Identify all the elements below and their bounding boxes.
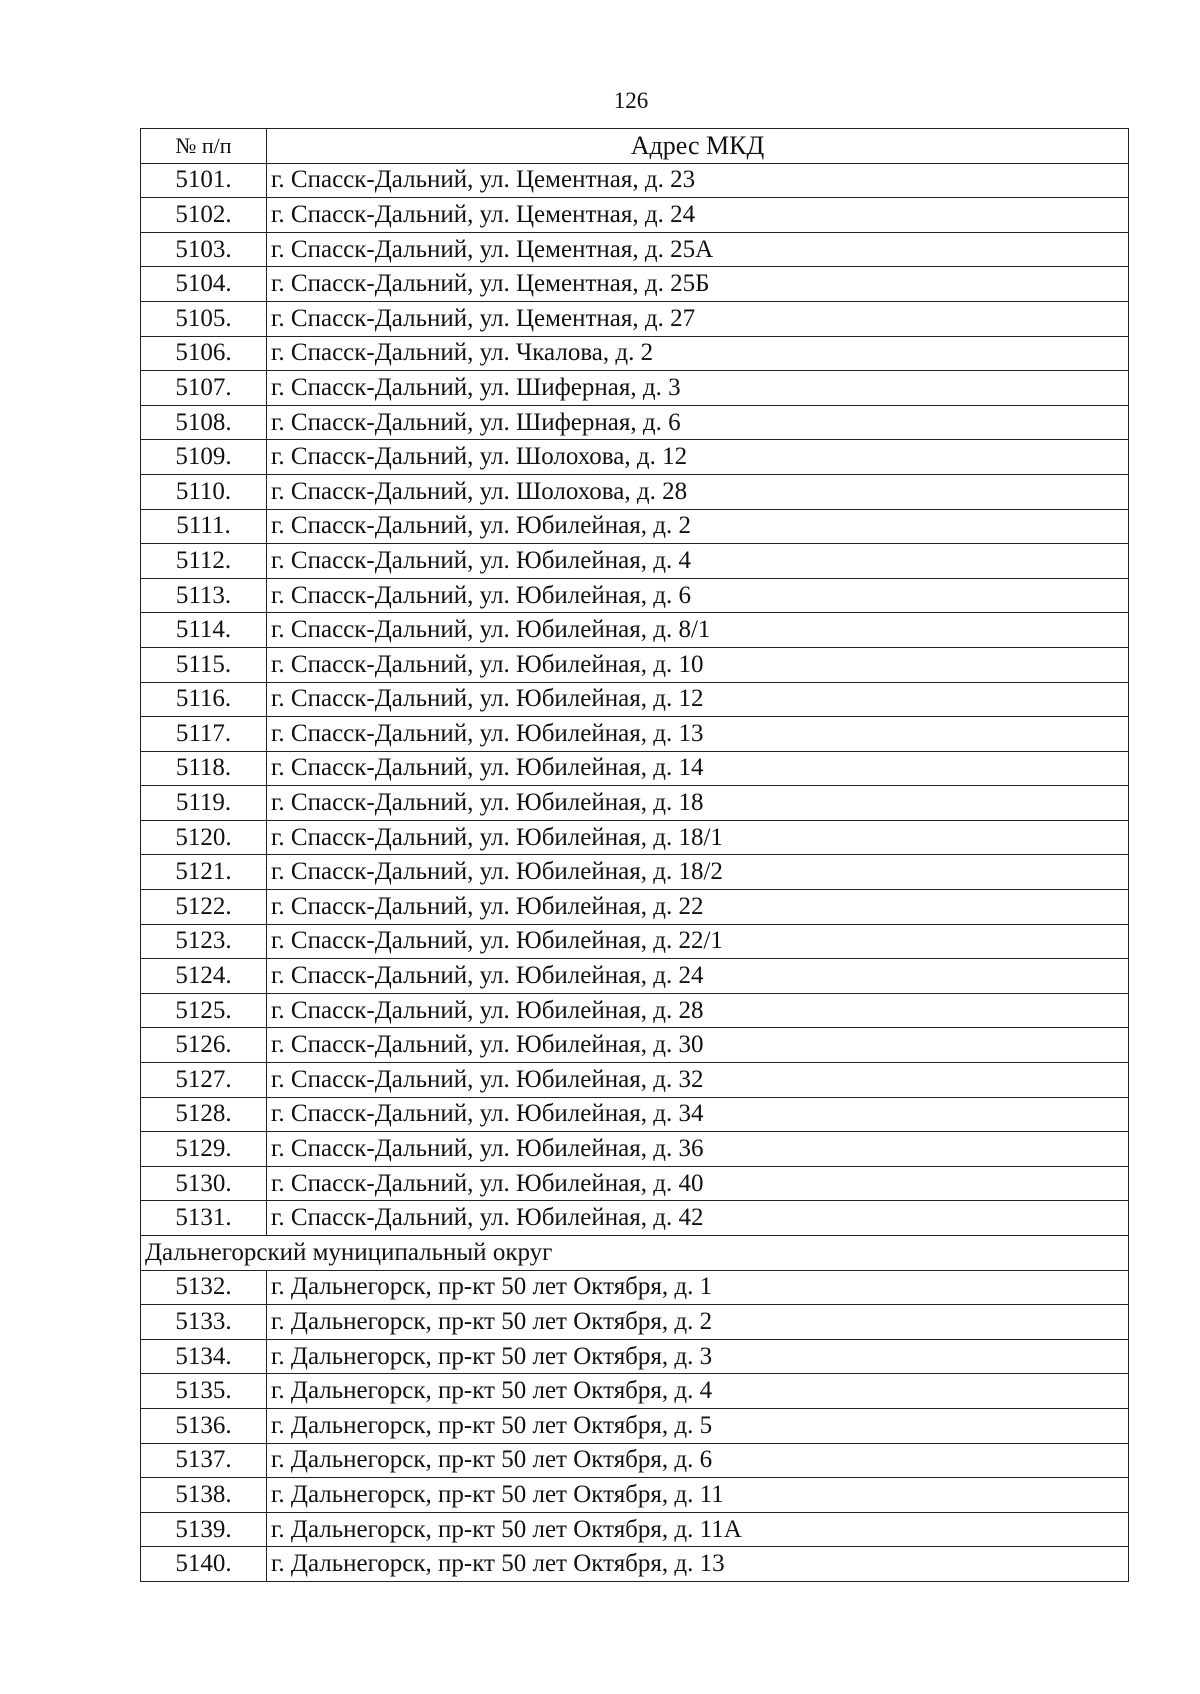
row-number: 5114. — [141, 613, 267, 648]
row-number: 5115. — [141, 647, 267, 682]
row-number: 5107. — [141, 371, 267, 406]
row-address: г. Спасск-Дальний, ул. Юбилейная, д. 34 — [267, 1097, 1129, 1132]
row-address: г. Дальнегорск, пр-кт 50 лет Октября, д. 11 — [267, 1478, 1129, 1513]
table-row — [141, 647, 1129, 682]
row-number: 5132. — [141, 1270, 267, 1305]
row-number: 5137. — [141, 1443, 267, 1478]
table-row — [141, 301, 1129, 336]
row-number: 5122. — [141, 890, 267, 925]
table-row — [141, 786, 1129, 821]
table-row — [141, 440, 1129, 475]
row-number: 5128. — [141, 1097, 267, 1132]
row-number: 5117. — [141, 717, 267, 752]
row-number: 5113. — [141, 578, 267, 613]
row-address: г. Спасск-Дальний, ул. Юбилейная, д. 32 — [267, 1063, 1129, 1098]
table-row — [141, 959, 1129, 994]
row-address: г. Спасск-Дальний, ул. Чкалова, д. 2 — [267, 336, 1129, 371]
row-address: г. Спасск-Дальний, ул. Шолохова, д. 12 — [267, 440, 1129, 475]
row-address: г. Спасск-Дальний, ул. Цементная, д. 23 — [267, 163, 1129, 198]
row-address: г. Спасск-Дальний, ул. Цементная, д. 24 — [267, 198, 1129, 233]
table-row — [141, 1408, 1129, 1443]
row-number: 5118. — [141, 751, 267, 786]
table-row — [141, 509, 1129, 544]
row-number: 5111. — [141, 509, 267, 544]
table-row — [141, 717, 1129, 752]
table-row — [141, 198, 1129, 233]
row-number: 5127. — [141, 1063, 267, 1098]
table-row — [141, 1201, 1129, 1236]
table-row — [141, 1478, 1129, 1513]
table-row — [141, 751, 1129, 786]
row-number: 5109. — [141, 440, 267, 475]
table-row — [141, 1063, 1129, 1098]
table-row — [141, 855, 1129, 890]
address-table — [140, 128, 1129, 1582]
row-number: 5135. — [141, 1374, 267, 1409]
table-row — [141, 820, 1129, 855]
row-number: 5134. — [141, 1339, 267, 1374]
table-row — [141, 267, 1129, 302]
table-row — [141, 1270, 1129, 1305]
column-header-address: Адрес МКД — [267, 129, 1129, 164]
row-address: г. Спасск-Дальний, ул. Юбилейная, д. 18/1 — [267, 820, 1129, 855]
row-number: 5103. — [141, 232, 267, 267]
row-number: 5112. — [141, 544, 267, 579]
table-row — [141, 578, 1129, 613]
table-row — [141, 1339, 1129, 1374]
row-address: г. Спасск-Дальний, ул. Шиферная, д. 6 — [267, 405, 1129, 440]
table-row — [141, 1512, 1129, 1547]
row-address: г. Спасск-Дальний, ул. Шолохова, д. 28 — [267, 474, 1129, 509]
table-row — [141, 336, 1129, 371]
table-row — [141, 405, 1129, 440]
row-number: 5133. — [141, 1305, 267, 1340]
row-address: г. Дальнегорск, пр-кт 50 лет Октября, д. 3 — [267, 1339, 1129, 1374]
column-header-number: № п/п — [141, 129, 267, 164]
table-row — [141, 163, 1129, 198]
row-number: 5110. — [141, 474, 267, 509]
row-address: г. Дальнегорск, пр-кт 50 лет Октября, д. 11А — [267, 1512, 1129, 1547]
table-header-row — [141, 129, 1129, 164]
row-number: 5123. — [141, 924, 267, 959]
row-address: г. Дальнегорск, пр-кт 50 лет Октября, д. 1 — [267, 1270, 1129, 1305]
row-number: 5140. — [141, 1547, 267, 1582]
row-address: г. Спасск-Дальний, ул. Юбилейная, д. 8/1 — [267, 613, 1129, 648]
row-address: г. Спасск-Дальний, ул. Юбилейная, д. 24 — [267, 959, 1129, 994]
row-address: г. Спасск-Дальний, ул. Юбилейная, д. 22/1 — [267, 924, 1129, 959]
row-address: г. Спасск-Дальний, ул. Юбилейная, д. 28 — [267, 993, 1129, 1028]
table-row — [141, 1166, 1129, 1201]
row-address: г. Дальнегорск, пр-кт 50 лет Октября, д. 13 — [267, 1547, 1129, 1582]
row-address: г. Спасск-Дальний, ул. Цементная, д. 25А — [267, 232, 1129, 267]
row-number: 5102. — [141, 198, 267, 233]
row-address: г. Спасск-Дальний, ул. Юбилейная, д. 6 — [267, 578, 1129, 613]
table-row — [141, 1028, 1129, 1063]
table-body — [141, 163, 1129, 1581]
row-number: 5136. — [141, 1408, 267, 1443]
row-number: 5139. — [141, 1512, 267, 1547]
table-row — [141, 890, 1129, 925]
row-address: г. Спасск-Дальний, ул. Юбилейная, д. 18 — [267, 786, 1129, 821]
section-title: Дальнегорский муниципальный округ — [141, 1236, 1129, 1271]
row-address: г. Спасск-Дальний, ул. Цементная, д. 27 — [267, 301, 1129, 336]
table-row — [141, 474, 1129, 509]
table-row — [141, 1132, 1129, 1167]
row-address: г. Спасск-Дальний, ул. Юбилейная, д. 13 — [267, 717, 1129, 752]
table-row — [141, 924, 1129, 959]
row-number: 5101. — [141, 163, 267, 198]
row-address: г. Спасск-Дальний, ул. Юбилейная, д. 42 — [267, 1201, 1129, 1236]
table-row — [141, 544, 1129, 579]
row-address: г. Дальнегорск, пр-кт 50 лет Октября, д. 2 — [267, 1305, 1129, 1340]
row-address: г. Спасск-Дальний, ул. Юбилейная, д. 2 — [267, 509, 1129, 544]
row-address: г. Спасск-Дальний, ул. Юбилейная, д. 4 — [267, 544, 1129, 579]
row-number: 5126. — [141, 1028, 267, 1063]
row-address: г. Спасск-Дальний, ул. Юбилейная, д. 14 — [267, 751, 1129, 786]
row-address: г. Спасск-Дальний, ул. Юбилейная, д. 40 — [267, 1166, 1129, 1201]
row-address: г. Спасск-Дальний, ул. Цементная, д. 25Б — [267, 267, 1129, 302]
table-row — [141, 993, 1129, 1028]
row-number: 5108. — [141, 405, 267, 440]
table-row — [141, 1097, 1129, 1132]
row-address: г. Спасск-Дальний, ул. Юбилейная, д. 10 — [267, 647, 1129, 682]
row-number: 5119. — [141, 786, 267, 821]
table-row — [141, 1547, 1129, 1582]
row-address: г. Спасск-Дальний, ул. Юбилейная, д. 12 — [267, 682, 1129, 717]
section-row — [141, 1236, 1129, 1271]
row-number: 5138. — [141, 1478, 267, 1513]
row-address: г. Дальнегорск, пр-кт 50 лет Октября, д. 5 — [267, 1408, 1129, 1443]
row-number: 5104. — [141, 267, 267, 302]
table-row — [141, 613, 1129, 648]
row-address: г. Спасск-Дальний, ул. Юбилейная, д. 30 — [267, 1028, 1129, 1063]
row-address: г. Спасск-Дальний, ул. Юбилейная, д. 22 — [267, 890, 1129, 925]
row-number: 5106. — [141, 336, 267, 371]
row-number: 5105. — [141, 301, 267, 336]
row-number: 5131. — [141, 1201, 267, 1236]
row-address: г. Спасск-Дальний, ул. Юбилейная, д. 18/2 — [267, 855, 1129, 890]
row-number: 5125. — [141, 993, 267, 1028]
row-number: 5124. — [141, 959, 267, 994]
row-number: 5129. — [141, 1132, 267, 1167]
table-row — [141, 1374, 1129, 1409]
row-number: 5130. — [141, 1166, 267, 1201]
page-number: 126 — [613, 88, 649, 113]
table-row — [141, 232, 1129, 267]
row-number: 5121. — [141, 855, 267, 890]
table-row — [141, 371, 1129, 406]
table-row — [141, 682, 1129, 717]
row-address: г. Спасск-Дальний, ул. Шиферная, д. 3 — [267, 371, 1129, 406]
table-row — [141, 1305, 1129, 1340]
row-address: г. Дальнегорск, пр-кт 50 лет Октября, д. 6 — [267, 1443, 1129, 1478]
table-row — [141, 1443, 1129, 1478]
row-address: г. Дальнегорск, пр-кт 50 лет Октября, д. 4 — [267, 1374, 1129, 1409]
row-number: 5120. — [141, 820, 267, 855]
row-number: 5116. — [141, 682, 267, 717]
row-address: г. Спасск-Дальний, ул. Юбилейная, д. 36 — [267, 1132, 1129, 1167]
